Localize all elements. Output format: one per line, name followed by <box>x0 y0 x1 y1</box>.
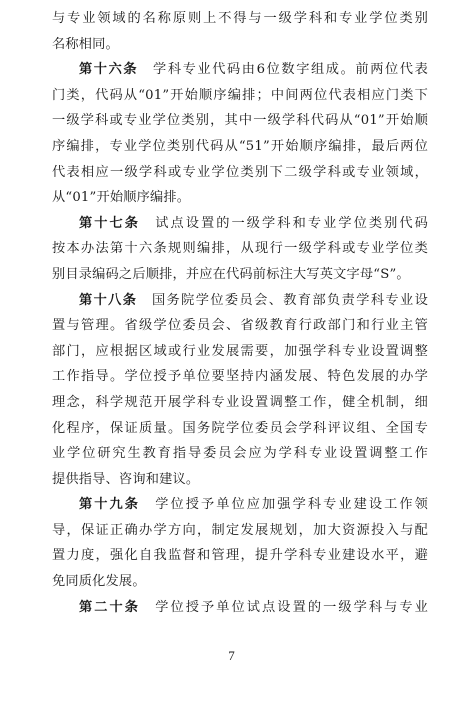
text-line <box>52 288 428 314</box>
line-text: 别目录编码之后顺排，并应在代码前标注大写英文字母“S”。 <box>52 266 410 282</box>
text-line <box>52 390 428 416</box>
article-label: 第十六条 <box>79 62 139 78</box>
article-label: 第十七条 <box>79 215 141 231</box>
text-line <box>52 492 428 518</box>
text-line <box>52 313 428 339</box>
text-line <box>52 262 428 288</box>
article-label: 第十八条 <box>79 292 138 308</box>
line-text: 从“01”开始顺序编排。 <box>52 190 191 206</box>
text-line <box>52 236 428 262</box>
text-line <box>52 108 428 134</box>
text-line <box>52 32 428 58</box>
text-line <box>52 518 428 544</box>
line-text: 业学位研究生教育指导委员会应为学科专业设置调整工作 <box>52 446 428 462</box>
line-text: 一级学科或专业学位类别，其中一级学科代码从“01”开始顺 <box>52 113 428 129</box>
text-line <box>52 134 428 160</box>
article-label: 第二十条 <box>79 599 141 615</box>
line-text: 学位授予单位试点设置的一级学科与专业 <box>155 599 428 615</box>
line-text: 免同质化发展。 <box>52 574 146 590</box>
line-text: 门类，代码从“01”开始顺序编排；中间两位代表相应门类下 <box>52 87 428 103</box>
line-text: 国务院学位委员会、教育部负责学科专业设 <box>151 292 428 308</box>
line-text: 部门，应根据区域或行业发展需要，加强学科专业设置调整 <box>52 343 428 359</box>
line-text: 与专业领域的名称原则上不得与一级学科和专业学位类别 <box>52 11 428 26</box>
text-line <box>52 6 428 32</box>
text-line <box>52 364 428 390</box>
article-label: 第十九条 <box>79 497 141 513</box>
line-text: 提供指导、咨询和建议。 <box>52 471 200 487</box>
text-line <box>52 83 428 109</box>
text-line <box>52 441 428 467</box>
text-line <box>52 595 428 621</box>
line-text: 名称相同。 <box>52 36 119 52</box>
body-text <box>52 6 428 620</box>
line-text: 按本办法第十六条规则编排，从现行一级学科或专业学位类 <box>52 241 428 257</box>
line-text: 序编排，专业学位类别代码从“51”开始顺序编排，最后两位 <box>52 138 428 154</box>
page-number: 7 <box>228 648 235 663</box>
text-line <box>52 467 428 493</box>
text-line <box>52 339 428 365</box>
text-line <box>52 57 428 83</box>
line-text: 学位授予单位应加强学科专业建设工作领 <box>155 497 428 513</box>
line-text: 置力度，强化自我监督和管理，提升学科专业建设水平，避 <box>52 548 428 564</box>
line-text: 代表相应一级学科或专业学位类别下二级学科或专业领域， <box>52 164 428 180</box>
line-text: 导，保证正确办学方向，制定发展规划，加大资源投入与配 <box>52 522 428 538</box>
line-text: 工作指导。学位授予单位要坚持内涵发展、特色发展的办学 <box>52 369 428 385</box>
line-text: 理念，科学规范开展学科专业设置调整工作，健全机制，细 <box>52 394 428 410</box>
text-line <box>52 416 428 442</box>
line-text: 试点设置的一级学科和专业学位类别代码 <box>155 215 428 231</box>
text-line <box>52 185 428 211</box>
line-text: 学科专业代码由6位数字组成。前两位代表 <box>153 62 428 78</box>
line-text: 置与管理。省级学位委员会、省级教育行政部门和行业主管 <box>52 318 428 334</box>
text-line <box>52 211 428 237</box>
text-line <box>52 543 428 569</box>
text-line <box>52 160 428 186</box>
line-text: 化程序，保证质量。国务院学位委员会学科评议组、全国专 <box>52 420 428 436</box>
text-line <box>52 569 428 595</box>
